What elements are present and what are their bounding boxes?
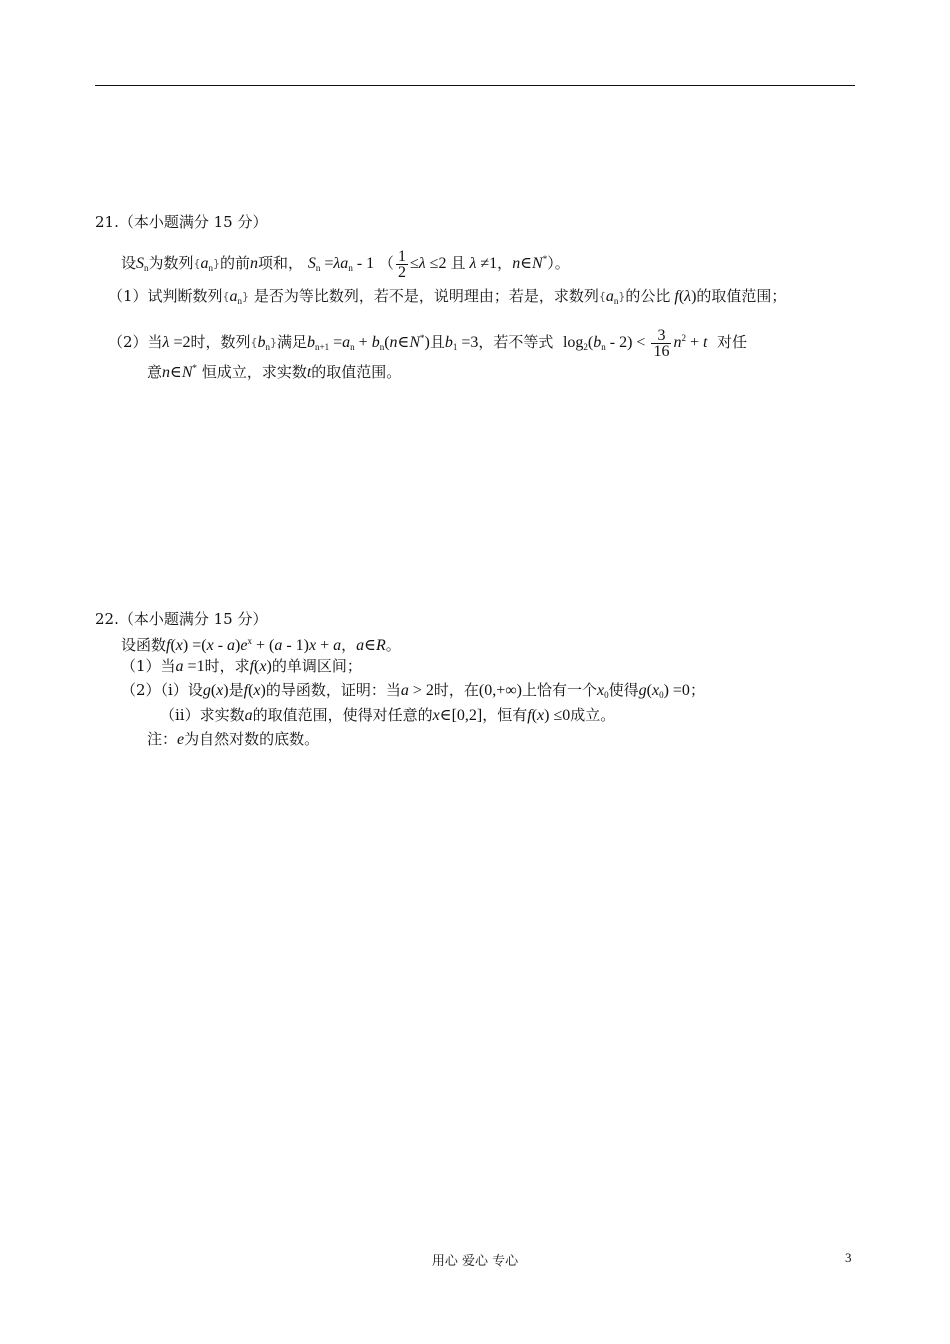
page-number: 3 xyxy=(845,1250,852,1265)
q22-note: 注：e为自然对数的底数。 xyxy=(147,730,320,748)
q22-title: 22.（本小题满分 15 分） xyxy=(95,610,268,628)
q21-part2: （2）当λ =2时，数列$\{b_n\}$满足$b_{n+1} =a_n$ + $b_n(n\in N^*)$且$b_1 =3$，若不等式 $\log_2(b_n - 2)$ < $\frac{3}{16}$ $n^2 + t$ 对任 xyxy=(108,326,747,360)
header-rule xyxy=(95,85,855,86)
q21-title: 21.（本小题满分 15 分） xyxy=(95,213,268,231)
q22-intro: 设函数$f(x) =(x - a)e^x + (a - 1)x + a$，a∈R。 xyxy=(121,636,401,654)
q21-intro: 设$S_n$为数列$\{a_n\}$的前n项和， $S_n =\lambda a_n - 1$ （ $\frac{1}{2}$ ≤λ ≤2 且 λ ≠1，n∈N*）。 xyxy=(121,247,570,281)
q22-part2-i: （2）（i）设g(x)是f(x)的导函数，证明：当a > 2时，在(0,+∞)上恰有一个$x_0$使得$g(x_0) =0$； xyxy=(121,681,705,700)
q21-part2-cont: 意n∈N* 恒成立，求实数t的取值范围。 xyxy=(147,363,402,381)
q22-part2-ii: （ii）求实数a的取值范围，使得对任意的x∈[0,2]，恒有f(x) ≤0成立。 xyxy=(160,706,616,724)
q22-part1: （1）当a =1时，求f(x)的单调区间； xyxy=(121,657,362,675)
q21-part1: （1）试判断数列$\{a_n\}$ 是否为等比数列，若不是，说明理由；若是，求数列$\{a_n\}$的公比 f(λ)的取值范围； xyxy=(108,287,787,306)
footer-text: 用心 爱心 专心 xyxy=(431,1254,519,1269)
